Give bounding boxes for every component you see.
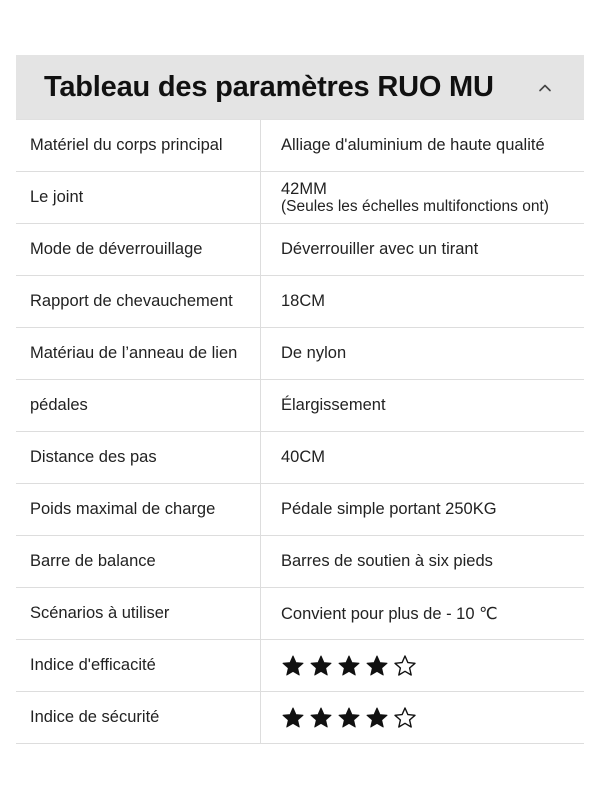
star-filled-icon bbox=[281, 654, 305, 678]
star-filled-icon bbox=[365, 706, 389, 730]
row-label: Matériel du corps principal bbox=[16, 120, 261, 171]
row-label: Scénarios à utiliser bbox=[16, 588, 261, 639]
efficiency-rating bbox=[281, 654, 584, 678]
row-value bbox=[261, 328, 584, 379]
star-empty-icon bbox=[393, 706, 417, 730]
row-value bbox=[261, 224, 584, 275]
row-value-text: Élargissement bbox=[281, 396, 386, 414]
row-label: Matériau de l’anneau de lien bbox=[16, 328, 261, 379]
star-filled-icon bbox=[309, 654, 333, 678]
row-value-text: 18CM bbox=[281, 292, 326, 310]
table-row bbox=[16, 120, 584, 172]
row-value bbox=[261, 380, 584, 431]
row-label: Le joint bbox=[16, 172, 261, 223]
star-filled-icon bbox=[337, 654, 361, 678]
row-value-text: De nylon bbox=[281, 344, 347, 362]
row-value bbox=[261, 432, 584, 483]
row-value bbox=[261, 692, 584, 743]
row-label: Indice de sécurité bbox=[16, 692, 261, 743]
row-value-text: Alliage d'aluminium de haute qualité bbox=[281, 136, 545, 154]
row-value-text: 42MM bbox=[281, 179, 327, 198]
row-value bbox=[261, 588, 584, 639]
panel-header[interactable] bbox=[16, 55, 584, 119]
table-row bbox=[16, 276, 584, 328]
row-value bbox=[261, 276, 584, 327]
row-label: Indice d'efficacité bbox=[16, 640, 261, 691]
row-value-text: Barres de soutien à six pieds bbox=[281, 552, 493, 570]
table-row bbox=[16, 484, 584, 536]
row-value-text: 40CM bbox=[281, 448, 326, 466]
row-label: Barre de balance bbox=[16, 536, 261, 587]
row-value bbox=[261, 484, 584, 535]
row-label: pédales bbox=[16, 380, 261, 431]
table-row bbox=[16, 588, 584, 640]
panel-title: Tableau des paramètres RUO MU bbox=[44, 70, 494, 103]
row-value bbox=[261, 172, 584, 223]
row-value-text: Pédale simple portant 250KG bbox=[281, 500, 497, 518]
table-row bbox=[16, 640, 584, 692]
row-label: Distance des pas bbox=[16, 432, 261, 483]
table-row bbox=[16, 536, 584, 588]
row-label: Rapport de chevauchement bbox=[16, 276, 261, 327]
table-row bbox=[16, 380, 584, 432]
row-value-text: Convient pour plus de - 10 ℃ bbox=[281, 604, 498, 623]
star-filled-icon bbox=[309, 706, 333, 730]
row-value-text: Déverrouiller avec un tirant bbox=[281, 240, 479, 258]
table-row bbox=[16, 692, 584, 744]
table-row bbox=[16, 328, 584, 380]
row-value bbox=[261, 536, 584, 587]
parameters-panel bbox=[16, 55, 584, 744]
parameters-table bbox=[16, 119, 584, 744]
row-value bbox=[261, 120, 584, 171]
row-label: Poids maximal de charge bbox=[16, 484, 261, 535]
safety-rating bbox=[281, 706, 584, 730]
star-filled-icon bbox=[281, 706, 305, 730]
row-value-subtext: (Seules les échelles multifonctions ont) bbox=[281, 197, 549, 215]
table-row bbox=[16, 172, 584, 224]
row-label: Mode de déverrouillage bbox=[16, 224, 261, 275]
row-value bbox=[261, 640, 584, 691]
table-row bbox=[16, 224, 584, 276]
chevron-up-icon[interactable] bbox=[534, 76, 556, 98]
star-filled-icon bbox=[337, 706, 361, 730]
table-row bbox=[16, 432, 584, 484]
star-filled-icon bbox=[365, 654, 389, 678]
star-empty-icon bbox=[393, 654, 417, 678]
